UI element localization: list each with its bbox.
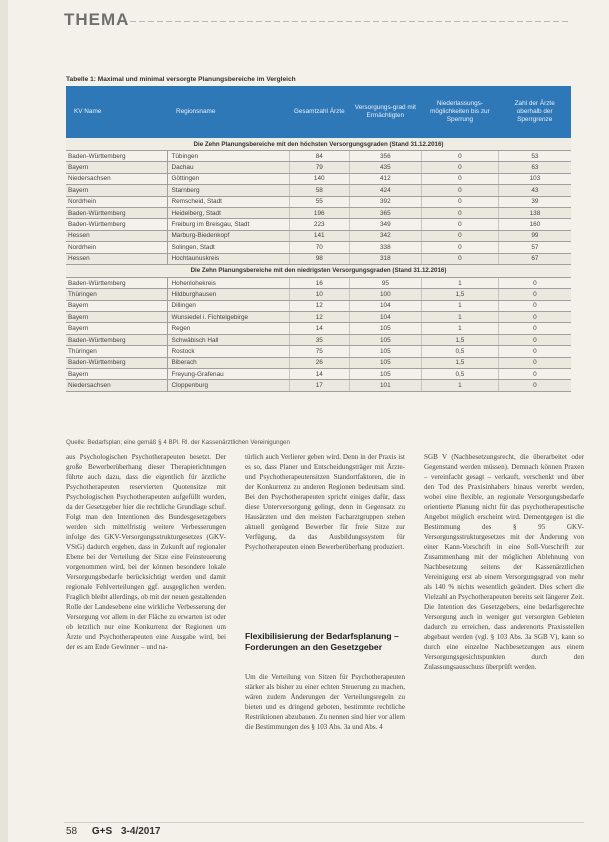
planning-areas-table [66, 86, 571, 392]
cell-total-doctors: 84 [289, 151, 349, 162]
cell-total-doctors: 55 [289, 196, 349, 207]
cell-total-doctors: 140 [289, 173, 349, 184]
cell-kv-name: Baden-Württemberg [66, 207, 168, 218]
cell-settlement-options: 0 [421, 162, 498, 173]
page-footer [66, 826, 160, 837]
cell-supply-grade: 105 [349, 334, 421, 345]
cell-kv-name: Thüringen [66, 289, 168, 300]
cell-doctors-above-limit: 0 [498, 312, 571, 323]
cell-supply-grade: 318 [349, 253, 421, 264]
cell-region: Tübingen [168, 151, 289, 162]
cell-settlement-options: 1 [421, 380, 498, 391]
table-row [66, 312, 571, 323]
cell-doctors-above-limit: 0 [498, 289, 571, 300]
cell-settlement-options: 0 [421, 242, 498, 253]
table-row [66, 173, 571, 184]
cell-kv-name: Bayern [66, 300, 168, 311]
cell-doctors-above-limit: 160 [498, 219, 571, 230]
header-rule [130, 21, 570, 22]
cell-region: Cloppenburg [168, 380, 289, 391]
cell-kv-name: Nordrhein [66, 242, 168, 253]
footer-rule [64, 822, 584, 823]
section-lowest [66, 264, 571, 277]
table-row [66, 230, 571, 241]
col-header-kv-name: KV Name [74, 108, 102, 115]
section-subheading: Flexibilisierung der Bedarfsplanung – Forderungen an den Gesetzgeber [245, 631, 399, 652]
cell-doctors-above-limit: 0 [498, 300, 571, 311]
cell-kv-name: Nordrhein [66, 196, 168, 207]
cell-region: Freyung-Grafenau [168, 369, 289, 380]
cell-total-doctors: 17 [289, 380, 349, 391]
cell-total-doctors: 98 [289, 253, 349, 264]
cell-doctors-above-limit: 99 [498, 230, 571, 241]
cell-total-doctors: 79 [289, 162, 349, 173]
cell-doctors-above-limit: 63 [498, 162, 571, 173]
cell-doctors-above-limit: 103 [498, 173, 571, 184]
cell-region: Göttingen [168, 173, 289, 184]
cell-doctors-above-limit: 0 [498, 277, 571, 288]
table-row [66, 300, 571, 311]
table-row [66, 357, 571, 368]
cell-settlement-options: 1 [421, 312, 498, 323]
cell-doctors-above-limit: 39 [498, 196, 571, 207]
cell-kv-name: Bayern [66, 323, 168, 334]
cell-supply-grade: 104 [349, 300, 421, 311]
cell-settlement-options: 1 [421, 323, 498, 334]
cell-settlement-options: 1 [421, 300, 498, 311]
section-highest-title: Die Zehn Planungsbereiche mit den höchsten Versorgungsgraden (Stand 31.12.2016) [66, 138, 571, 151]
cell-region: Hohenlohekreis [168, 277, 289, 288]
cell-kv-name: Niedersachsen [66, 173, 168, 184]
cell-doctors-above-limit: 0 [498, 357, 571, 368]
cell-kv-name: Baden-Württemberg [66, 334, 168, 345]
cell-total-doctors: 58 [289, 185, 349, 196]
cell-supply-grade: 100 [349, 289, 421, 300]
cell-doctors-above-limit: 0 [498, 369, 571, 380]
cell-kv-name: Baden-Württemberg [66, 277, 168, 288]
issue-number: 3-4/2017 [120, 826, 161, 837]
cell-total-doctors: 70 [289, 242, 349, 253]
cell-doctors-above-limit: 0 [498, 346, 571, 357]
section-lowest-title: Die Zehn Planungsbereiche mit den niedrigsten Versorgungsgraden (Stand 31.12.2016) [66, 264, 571, 277]
cell-supply-grade: 356 [349, 151, 421, 162]
cell-doctors-above-limit: 57 [498, 242, 571, 253]
cell-settlement-options: 1,5 [421, 357, 498, 368]
col-header-supply-grade: Versorgungs-grad mit Ermächtigten [354, 104, 416, 119]
table-row [66, 289, 571, 300]
cell-doctors-above-limit: 0 [498, 323, 571, 334]
page-number: 58 [66, 826, 78, 837]
col-header-doctors-above-limit: Zahl der Ärzte oberhalb der Sperrgrenze [514, 100, 555, 123]
cell-kv-name: Niedersachsen [66, 380, 168, 391]
cell-settlement-options: 0,5 [421, 346, 498, 357]
table-row [66, 207, 571, 218]
cell-settlement-options: 0 [421, 185, 498, 196]
cell-settlement-options: 0 [421, 253, 498, 264]
data-table-wrapper [66, 86, 571, 392]
cell-supply-grade: 101 [349, 380, 421, 391]
cell-region: Starnberg [168, 185, 289, 196]
cell-settlement-options: 0 [421, 207, 498, 218]
cell-doctors-above-limit: 138 [498, 207, 571, 218]
cell-region: Marburg-Biedenkopf [168, 230, 289, 241]
cell-total-doctors: 14 [289, 369, 349, 380]
cell-doctors-above-limit: 0 [498, 380, 571, 391]
table-row [66, 196, 571, 207]
cell-total-doctors: 75 [289, 346, 349, 357]
cell-supply-grade: 424 [349, 185, 421, 196]
table-row [66, 380, 571, 391]
cell-supply-grade: 105 [349, 357, 421, 368]
table-row [66, 185, 571, 196]
journal-logo: G+S [91, 826, 113, 837]
cell-supply-grade: 435 [349, 162, 421, 173]
cell-settlement-options: 1,5 [421, 289, 498, 300]
cell-kv-name: Hessen [66, 230, 168, 241]
table-row [66, 253, 571, 264]
cell-region: Dillingen [168, 300, 289, 311]
cell-region: Dachau [168, 162, 289, 173]
cell-settlement-options: 1 [421, 277, 498, 288]
cell-kv-name: Bayern [66, 312, 168, 323]
cell-region: Wunsiedel i. Fichtelgebirge [168, 312, 289, 323]
cell-total-doctors: 10 [289, 289, 349, 300]
table-row [66, 346, 571, 357]
table-row [66, 162, 571, 173]
cell-kv-name: Bayern [66, 369, 168, 380]
table-row [66, 242, 571, 253]
cell-total-doctors: 16 [289, 277, 349, 288]
table-row [66, 277, 571, 288]
table-row [66, 219, 571, 230]
cell-supply-grade: 342 [349, 230, 421, 241]
table-row [66, 334, 571, 345]
cell-total-doctors: 196 [289, 207, 349, 218]
cell-supply-grade: 392 [349, 196, 421, 207]
cell-kv-name: Baden-Württemberg [66, 219, 168, 230]
cell-total-doctors: 141 [289, 230, 349, 241]
section-label: THEMA [64, 10, 130, 29]
cell-kv-name: Baden-Württemberg [66, 357, 168, 368]
cell-region: Rostock [168, 346, 289, 357]
cell-settlement-options: 0 [421, 196, 498, 207]
table-row [66, 151, 571, 162]
cell-region: Biberach [168, 357, 289, 368]
cell-kv-name: Baden-Württemberg [66, 151, 168, 162]
table-caption: Tabelle 1: Maximal und minimal versorgte Planungsbereiche im Vergleich [66, 76, 296, 83]
cell-supply-grade: 105 [349, 323, 421, 334]
table-header-row [66, 86, 571, 138]
cell-settlement-options: 0 [421, 173, 498, 184]
cell-region: Hildburghausen [168, 289, 289, 300]
cell-doctors-above-limit: 53 [498, 151, 571, 162]
col-header-region: Regionsname [175, 108, 216, 115]
cell-region: Remscheid, Stadt [168, 196, 289, 207]
cell-supply-grade: 105 [349, 346, 421, 357]
section-highest [66, 138, 571, 151]
cell-doctors-above-limit: 67 [498, 253, 571, 264]
cell-total-doctors: 12 [289, 300, 349, 311]
cell-region: Freiburg im Breisgau, Stadt [168, 219, 289, 230]
cell-supply-grade: 338 [349, 242, 421, 253]
cell-region: Schwäbisch Hall [168, 334, 289, 345]
cell-total-doctors: 14 [289, 323, 349, 334]
cell-settlement-options: 0 [421, 151, 498, 162]
table-body [66, 138, 571, 391]
cell-kv-name: Thüringen [66, 346, 168, 357]
cell-total-doctors: 12 [289, 312, 349, 323]
table-row [66, 369, 571, 380]
cell-settlement-options: 0 [421, 230, 498, 241]
cell-doctors-above-limit: 43 [498, 185, 571, 196]
cell-supply-grade: 412 [349, 173, 421, 184]
body-column-3: SGB V (Nachbesetzungsrecht, die überarbeitet oder Gegenstand werden müssen). Demnach können Praxen – vereinfacht gesagt – verkauft, verschenkt und über den Tod des Praxisinhabers hinaus vererbt werden, wobei eine flexible, an regionale Versorgungsbedarfe orientierte Planung nicht für das psychotherapeutische Angebot möglich erscheint wird. Dementgegen ist die Bestimmung des § 95 GKV-Versorgungsstrukturgesetzes mit der Änderung von einer Kann-Vorschrift in eine Soll-Vorschrift zur Zusammenhang mit der möglichen Ablehnung von Nachbesetzung seitens der Kassenärztlichen Vereinigung erst ab einem Versorgungsgrad von mehr als 140 % nichts wesentlich geändert. Dies schert die Vielzahl an Psychotherapeuten bereits seit längerer Zeit. Die Intention des Gesetzgebers, eine bedarfsgerechte Versorgung auch in weniger gut versorgten Gebieten dadurch zu erreichen, dass anderenorts Praxisstellen abgebaut werden (vgl. § 103 Abs. 3a SGB V), kann so durch eine einzelne Nachbesetzungen aus einem Versorgungsgesichtspunkten durch den Zulassungsausschuss überprüft werden. [424, 453, 584, 671]
cell-doctors-above-limit: 0 [498, 334, 571, 345]
cell-total-doctors: 26 [289, 357, 349, 368]
col-header-total-doctors: Gesamtzahl Ärzte [293, 108, 345, 115]
cell-region: Solingen, Stadt [168, 242, 289, 253]
cell-supply-grade: 104 [349, 312, 421, 323]
cell-supply-grade: 95 [349, 277, 421, 288]
body-column-1: aus Psychologischen Psychotherapeuten besetzt. Der große Bewerberüberhang dieser Therapierichtungen führte auch dazu, dass die eigentlich für ärztliche Psychotherapeuten reservierten Quotensitze mit Psychologischen Psychotherapeuten aufgefüllt wurden, da der Gesetzgeber hier die rechtliche Grundlage schuf. Folgt man den Intentionen des Bundesgesetzgebers werden sich mittelfristig weitere Verbesserungen infolge des GKV-Versorgungsstrukturgesetzes (GKV-VStG) dadurch ergeben, dass in Zukunft auf regionaler Ebene bei der Verteilung der Sitze eine Feinsteuerung vorgenommen wird, bei der können besondere lokale Versorgungsbedarfe berücksichtigt werden und damit regionale Fehlverteilungen ggf. ausgeglichen werden. Fraglich bleibt allerdings, ob mit der neuen gestaltenden Rolle der Landesebene eine wirkliche Verbesserung der Versorgung vor allem in der Fläche zu erwarten ist oder ob letztlich nur eine Konkurrenz der Regionen um Ärzte und Psychotherapeuten eine Ausgabe wird, bei der es am Ende Gewinner – und na- [66, 453, 226, 651]
cell-region: Hochtaunuskreis [168, 253, 289, 264]
table-source: Quelle: Bedarfsplan; eine gemäß § 4 BPl. Rl. der Kassenärztlichen Vereinigungen [66, 439, 290, 446]
cell-total-doctors: 223 [289, 219, 349, 230]
cell-region: Heidelberg, Stadt [168, 207, 289, 218]
cell-settlement-options: 0,5 [421, 369, 498, 380]
body-column-2-continued: Um die Verteilung von Sitzen für Psychotherapeuten stärker als bisher zu einer echten Steuerung zu machen, wären zudem Änderungen der Verteilungsregeln zu bieten und es dringend geboten, bestimmte rechtliche Restriktionen abzubauen. Zu nennen sind hier vor allem die Bestimmungen des § 103 Abs. 3a und Abs. 4 [245, 673, 405, 731]
cell-supply-grade: 105 [349, 369, 421, 380]
cell-supply-grade: 349 [349, 219, 421, 230]
body-column-2: türlich auch Verlierer geben wird. Denn in der Praxis ist es so, dass Planer und Entscheidungsträger mit Ärzte- und Psychotherapeutensitzen Standortfaktoren, die in der Konkurrenz zu anderen Regionen bedeutsam sind. Bei den Psychotherapeuten spricht einiges dafür, dass diese Unterversorgung gelingt, denn in Gegensatz zu Hausärzten und den meisten Facharztgruppen stehen aktuell genügend Bewerber für freie Sitze zur Verfügung, da das Ausbildungssystem für Psychotherapeuten einen Bewerberüberhang produziert. [245, 453, 405, 551]
cell-kv-name: Hessen [66, 253, 168, 264]
table-row [66, 323, 571, 334]
cell-total-doctors: 35 [289, 334, 349, 345]
col-header-settlement-options: Niederlassungs-möglichkeiten bis zur Sperrung [430, 100, 490, 123]
cell-region: Regen [168, 323, 289, 334]
page-edge [0, 0, 8, 842]
cell-kv-name: Bayern [66, 185, 168, 196]
cell-supply-grade: 365 [349, 207, 421, 218]
cell-settlement-options: 0 [421, 219, 498, 230]
cell-kv-name: Bayern [66, 162, 168, 173]
cell-settlement-options: 1,5 [421, 334, 498, 345]
